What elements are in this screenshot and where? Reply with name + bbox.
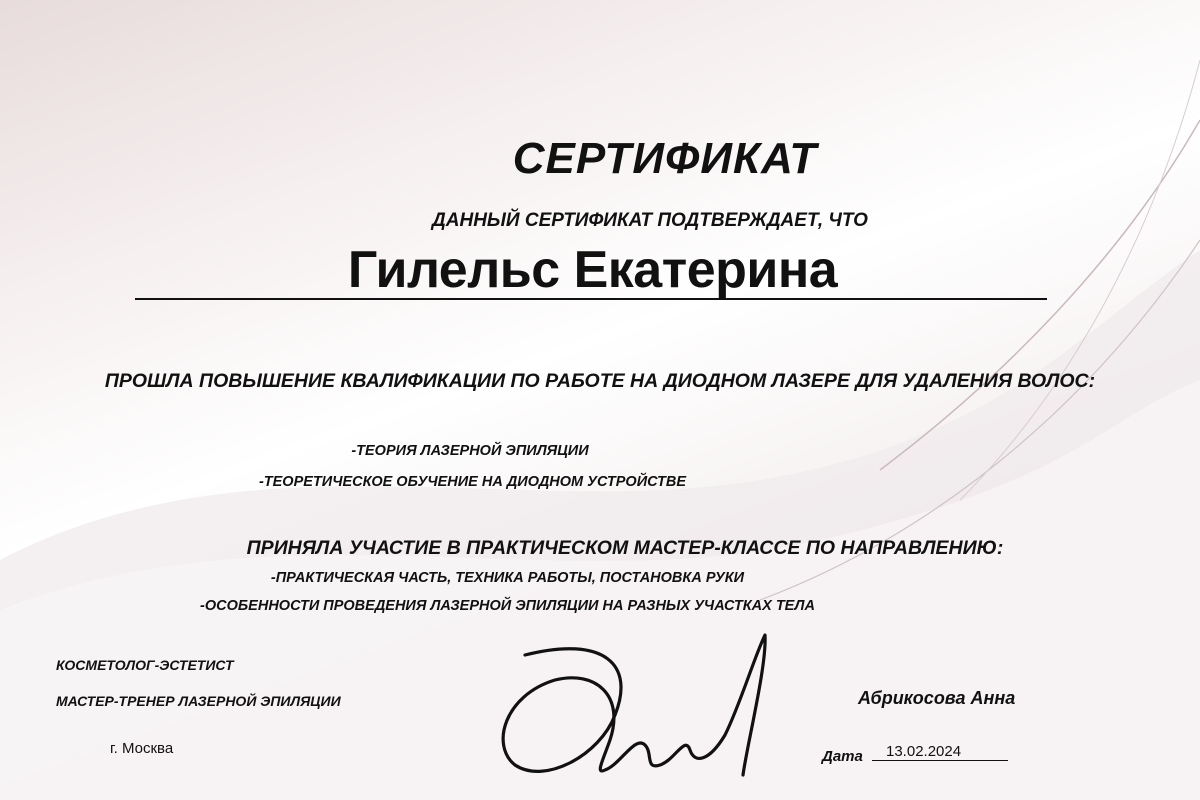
signature [485, 625, 785, 795]
certificate-title: СЕРТИФИКАТ [512, 134, 818, 183]
city: г. Москва [110, 740, 174, 757]
date-label: Дата [822, 748, 863, 765]
name-underline [135, 298, 1047, 300]
masterclass-item: -ОСОБЕННОСТИ ПРОВЕДЕНИЯ ЛАЗЕРНОЙ ЭПИЛЯЦИИ НА РАЗНЫХ УЧАСТКАХ ТЕЛА [200, 598, 815, 614]
recipient-name: Гилельс Екатерина [347, 241, 838, 299]
qualification-item: -ТЕОРЕТИЧЕСКОЕ ОБУЧЕНИЕ НА ДИОДНОМ УСТРОЙСТВЕ [258, 474, 687, 490]
masterclass-text: ПРИНЯЛА УЧАСТИЕ В ПРАКТИЧЕСКОМ МАСТЕР-КЛАССЕ ПО НАПРАВЛЕНИЮ: [246, 537, 1004, 559]
role-line-2: МАСТЕР-ТРЕНЕР ЛАЗЕРНОЙ ЭПИЛЯЦИИ [56, 693, 341, 709]
qualification-item: -ТЕОРИЯ ЛАЗЕРНОЙ ЭПИЛЯЦИИ [351, 443, 589, 459]
role-line-1: КОСМЕТОЛОГ-ЭСТЕТИСТ [56, 657, 234, 673]
date-value: 13.02.2024 [872, 743, 1008, 761]
confirm-text: ДАННЫЙ СЕРТИФИКАТ ПОДТВЕРЖДАЕТ, ЧТО [432, 210, 868, 231]
signer-name: Абрикосова Анна [858, 688, 1016, 708]
masterclass-item: -ПРАКТИЧЕСКАЯ ЧАСТЬ, ТЕХНИКА РАБОТЫ, ПОСТАНОВКА РУКИ [270, 570, 745, 586]
qualification-text: ПРОШЛА ПОВЫШЕНИЕ КВАЛИФИКАЦИИ ПО РАБОТЕ НА ДИОДНОМ ЛАЗЕРЕ ДЛЯ УДАЛЕНИЯ ВОЛОС: [104, 370, 1096, 392]
